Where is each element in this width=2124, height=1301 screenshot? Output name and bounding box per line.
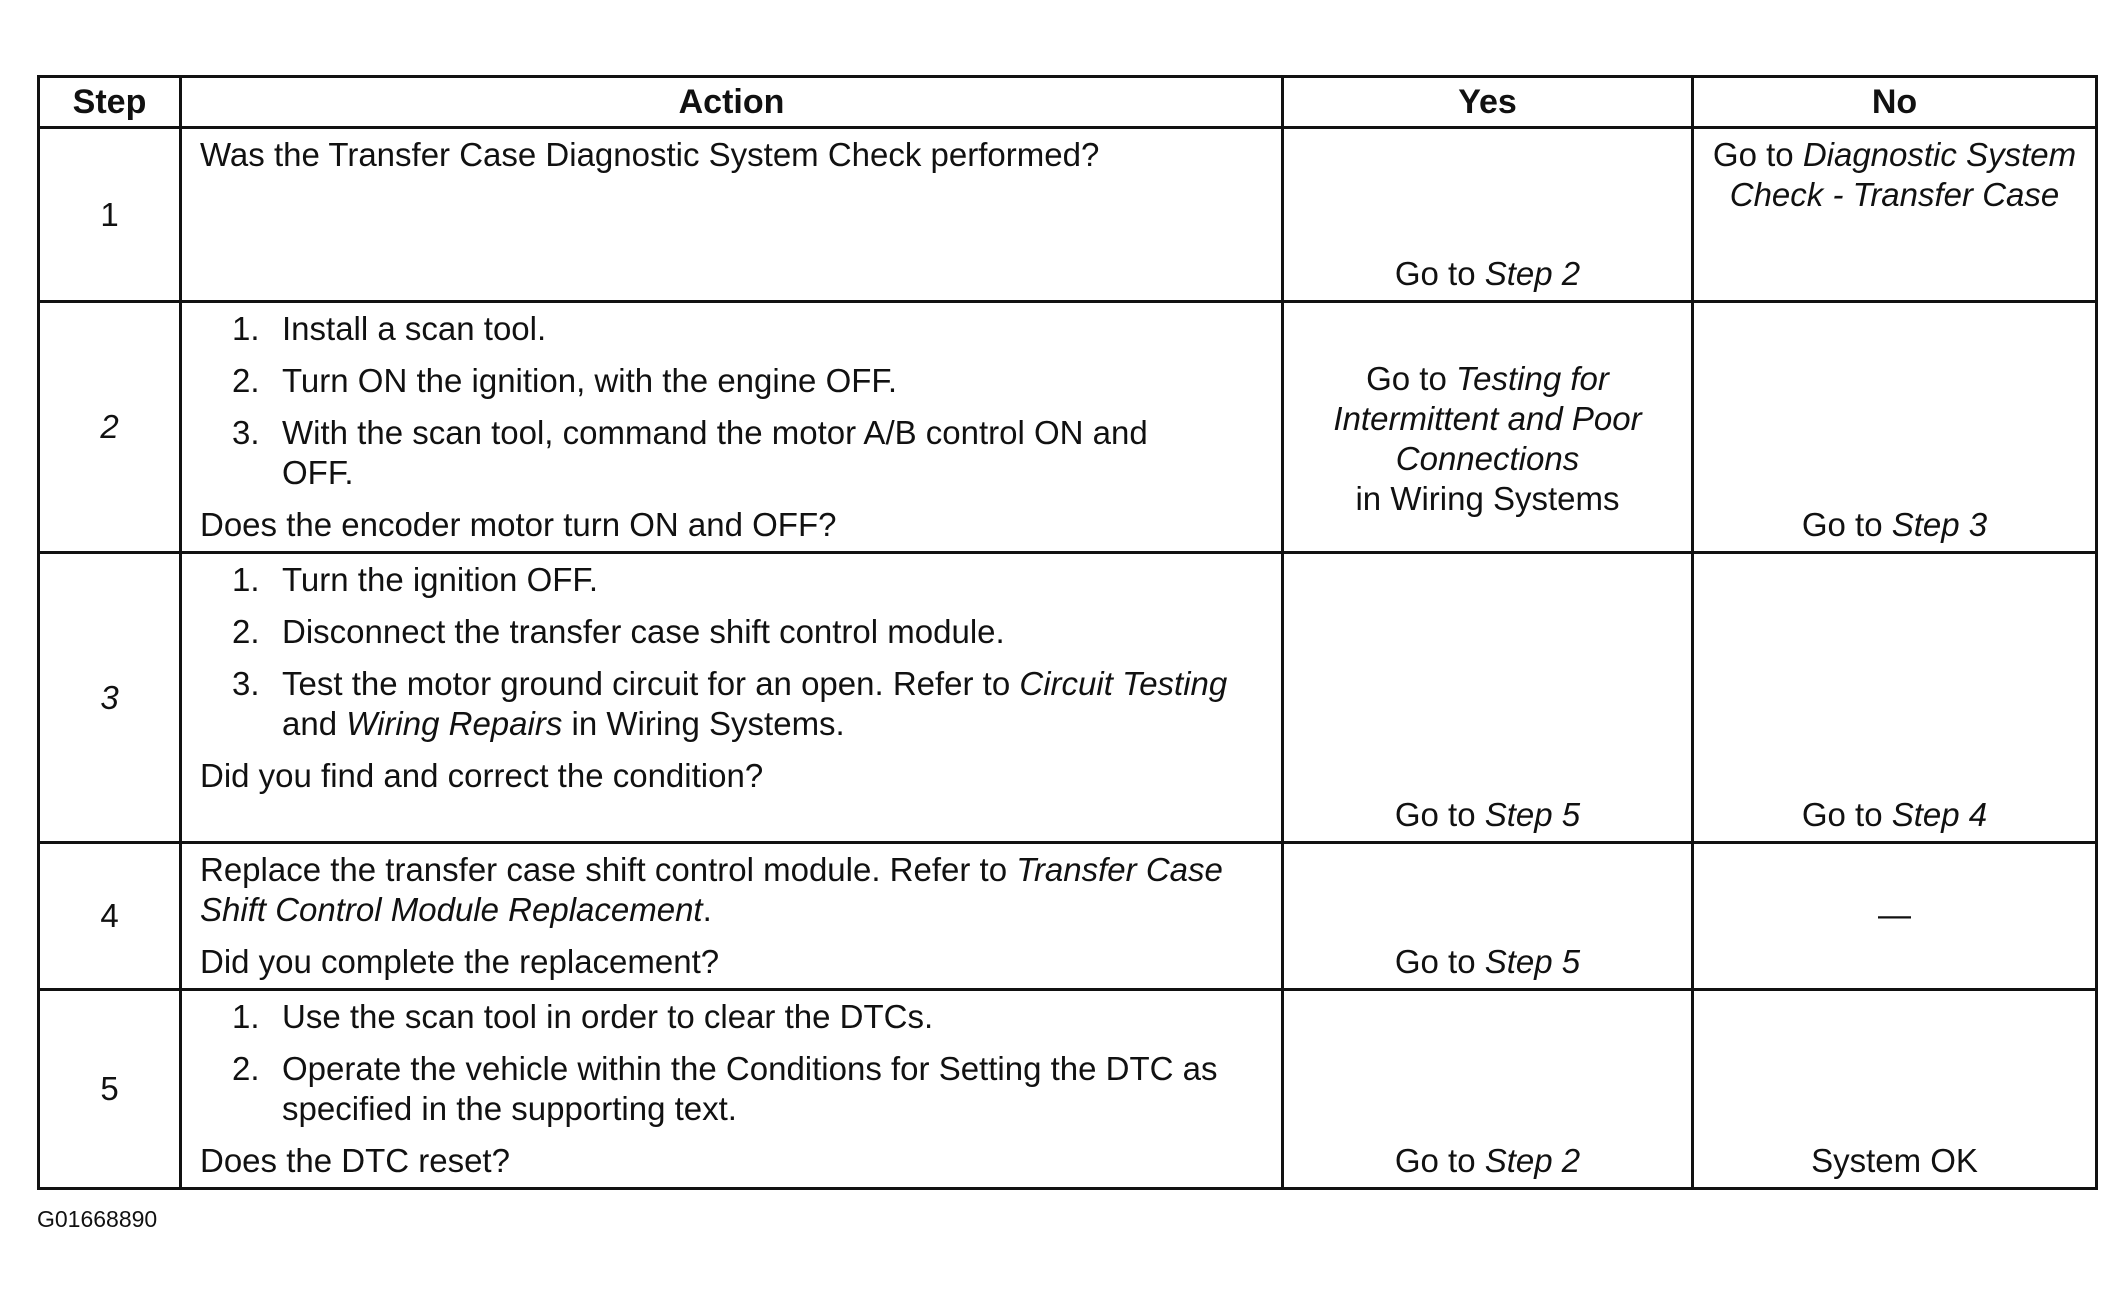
step-number: 2 [39, 302, 181, 553]
no-link[interactable]: Diagnostic System Check - Transfer Case [1729, 136, 2077, 213]
no-cell [1693, 990, 2097, 1189]
action-cell [181, 553, 1283, 843]
reference-link[interactable]: Circuit Testing [1019, 665, 1228, 702]
item-number: 1. [232, 998, 260, 1035]
item-number: 1. [232, 310, 260, 347]
item-text: Use the scan tool in order to clear the DTCs. [282, 998, 934, 1035]
action-steps [200, 997, 1263, 1129]
yes-link[interactable]: Step 2 [1484, 255, 1581, 292]
list-item [232, 1049, 1263, 1129]
no-text: System OK [1811, 1142, 1978, 1179]
action-cell [181, 990, 1283, 1189]
table-row [39, 553, 2097, 843]
item-text: and [282, 705, 347, 742]
item-number: 2. [232, 613, 260, 650]
header-no: No [1693, 77, 2097, 128]
yes-cell [1283, 128, 1693, 302]
no-cell [1693, 553, 2097, 843]
yes-link[interactable]: Testing for Intermittent and Poor Connections [1333, 360, 1642, 477]
yes-cell [1283, 990, 1693, 1189]
action-steps [200, 560, 1263, 744]
reference-link[interactable]: Transfer Case Shift Control Module Replacement [200, 851, 1223, 928]
item-text: Turn ON the ignition, with the engine OFF. [282, 362, 898, 399]
yes-suffix: in Wiring Systems [1355, 480, 1620, 517]
step-number: 1 [39, 128, 181, 302]
no-prefix: Go to [1712, 136, 1803, 173]
table-row [39, 128, 2097, 302]
list-item [232, 413, 1263, 493]
no-prefix: Go to [1801, 796, 1892, 833]
item-number: 1. [232, 561, 260, 598]
yes-link[interactable]: Step 5 [1484, 796, 1581, 833]
step-number: 5 [39, 990, 181, 1189]
list-item [232, 361, 1263, 401]
list-item [232, 560, 1263, 600]
step-number: 4 [39, 843, 181, 990]
yes-prefix: Go to [1394, 255, 1485, 292]
item-number: 2. [232, 362, 260, 399]
table-row [39, 990, 2097, 1189]
yes-cell [1283, 302, 1693, 553]
list-item [232, 664, 1263, 744]
header-step: Step [39, 77, 181, 128]
list-item [232, 612, 1263, 652]
header-action: Action [181, 77, 1283, 128]
action-cell [181, 302, 1283, 553]
item-text: Turn the ignition OFF. [282, 561, 599, 598]
diagnostic-table [37, 75, 2098, 1190]
yes-prefix: Go to [1394, 796, 1485, 833]
item-text: Disconnect the transfer case shift control module. [282, 613, 1005, 650]
item-number: 3. [232, 414, 260, 451]
yes-prefix: Go to [1394, 943, 1485, 980]
reference-link[interactable]: Wiring Repairs [346, 705, 563, 742]
action-steps [200, 309, 1263, 493]
action-question: Was the Transfer Case Diagnostic System Check performed? [200, 136, 1100, 173]
action-text-part: . [702, 891, 712, 928]
action-text-part: Replace the transfer case shift control module. Refer to [200, 851, 1017, 888]
no-prefix: Go to [1801, 506, 1892, 543]
table-header-row [39, 77, 2097, 128]
item-text: With the scan tool, command the motor A/B control ON and OFF. [282, 414, 1148, 491]
header-yes: Yes [1283, 77, 1693, 128]
action-cell [181, 128, 1283, 302]
figure-id: G01668890 [37, 1206, 158, 1232]
yes-cell [1283, 553, 1693, 843]
yes-cell [1283, 843, 1693, 990]
no-cell [1693, 843, 2097, 990]
step-number: 3 [39, 553, 181, 843]
yes-prefix: Go to [1366, 360, 1456, 397]
list-item [232, 309, 1263, 349]
yes-prefix: Go to [1394, 1142, 1485, 1179]
action-cell [181, 843, 1283, 990]
item-text: in Wiring Systems. [562, 705, 845, 742]
item-text: Test the motor ground circuit for an open. Refer to [282, 665, 1020, 702]
action-question: Did you find and correct the condition? [200, 757, 764, 794]
yes-link[interactable]: Step 5 [1484, 943, 1581, 980]
no-cell [1693, 302, 2097, 553]
no-link[interactable]: Step 4 [1891, 796, 1988, 833]
action-question: Does the DTC reset? [200, 1142, 510, 1179]
yes-link[interactable]: Step 2 [1484, 1142, 1581, 1179]
table-row [39, 843, 2097, 990]
list-item [232, 997, 1263, 1037]
item-number: 3. [232, 665, 260, 702]
item-text: Operate the vehicle within the Conditions for Setting the DTC as specified in the supporting text. [282, 1050, 1218, 1127]
no-text: — [1878, 896, 1911, 933]
table-row [39, 302, 2097, 553]
item-number: 2. [232, 1050, 260, 1087]
no-cell [1693, 128, 2097, 302]
action-text [200, 850, 1263, 930]
action-question: Does the encoder motor turn ON and OFF? [200, 506, 837, 543]
action-question: Did you complete the replacement? [200, 943, 720, 980]
no-link[interactable]: Step 3 [1891, 506, 1988, 543]
item-text: Install a scan tool. [282, 310, 547, 347]
